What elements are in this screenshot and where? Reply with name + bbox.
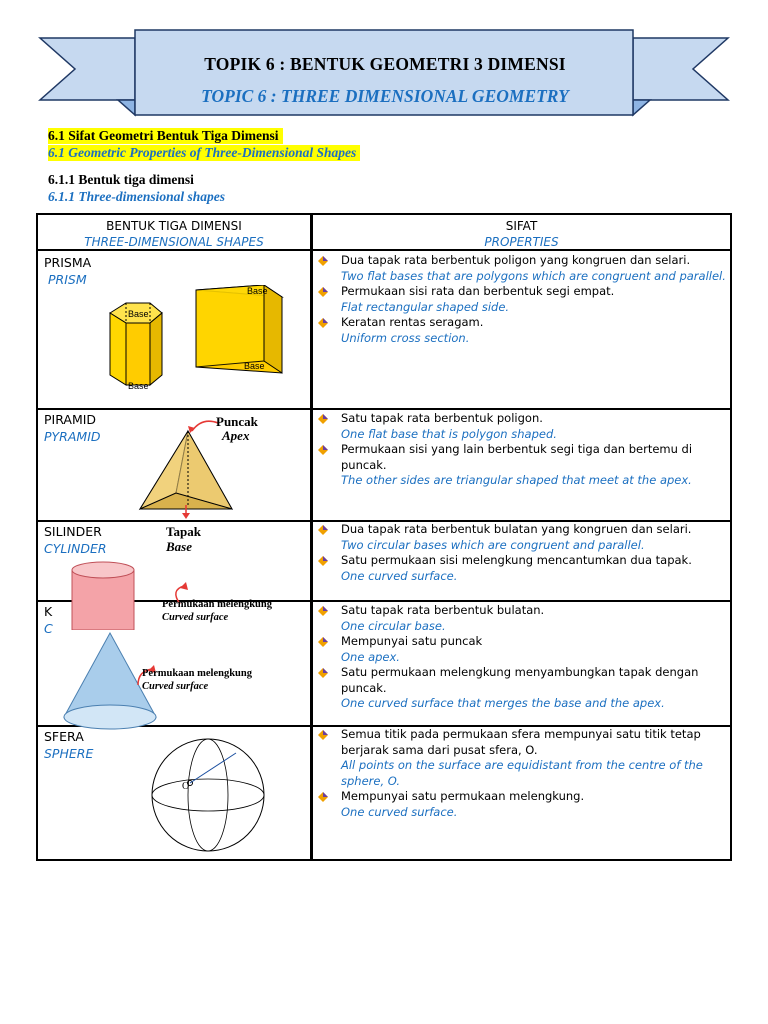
page-title-english: TOPIC 6 : THREE DIMENSIONAL GEOMETRY	[201, 86, 569, 106]
bullet-icon	[318, 730, 328, 740]
property-english: One circular base.	[341, 618, 446, 633]
property-english: Two flat bases that are polygons which are congruent and parallel.	[341, 268, 726, 283]
curved-surface-label-ms: Permukaan melengkung	[162, 599, 272, 610]
prism-figure	[104, 285, 294, 395]
shape-name-pyramid: PIRAMID PYRAMID	[44, 412, 101, 444]
shape-name-sphere: SFERA SPHERE	[44, 729, 94, 761]
property-item: Mempunyai satu puncak	[316, 634, 726, 650]
bullet-icon	[318, 556, 328, 566]
property-item: Permukaan sisi rata dan berbentuk segi empat.	[316, 284, 726, 300]
bullet-icon	[318, 637, 328, 647]
bullet-icon	[318, 668, 328, 678]
base-label: Base	[244, 361, 265, 371]
property-english: One curved surface that merges the base and the apex.	[341, 696, 665, 710]
property-english: One apex.	[341, 649, 400, 664]
shapes-table	[36, 213, 732, 861]
centre-label: O	[182, 781, 190, 792]
bullet-icon	[318, 792, 328, 802]
property-english: All points on the surface are equidistant from the centre of the sphere, O.	[341, 758, 703, 788]
properties-cone	[316, 603, 726, 712]
apex-label-en: Apex	[222, 428, 250, 443]
curved-surface-label-en: Curved surface	[142, 681, 209, 692]
subsection-heading: 6.1.1 Bentuk tiga dimensi	[48, 172, 194, 187]
subsection-heading-english: 6.1.1 Three-dimensional shapes	[48, 189, 226, 204]
property-english: One curved surface.	[341, 568, 458, 583]
property-item: Satu permukaan melengkung menyambungkan tapak dengan puncak.	[316, 665, 726, 696]
page-title: TOPIK 6 : BENTUK GEOMETRI 3 DIMENSI	[204, 54, 566, 74]
base-label: Base	[247, 286, 268, 296]
section-heading: 6.1 Sifat Geometri Bentuk Tiga Dimensi	[48, 128, 283, 144]
property-item: Dua tapak rata berbentuk poligon yang kongruen dan selari.	[316, 253, 726, 269]
bullet-icon	[318, 606, 328, 616]
base-label-ms: Tapak	[166, 524, 201, 539]
property-item: Satu permukaan sisi melengkung mencantumkan dua tapak.	[316, 553, 726, 569]
base-label: Base	[128, 309, 149, 319]
property-item: Keratan rentas seragam.	[316, 315, 726, 331]
property-item: Permukaan sisi yang lain berbentuk segi tiga dan bertemu di puncak.	[316, 442, 726, 473]
property-english: Uniform cross section.	[341, 330, 470, 345]
bullet-icon	[318, 445, 328, 455]
bullet-icon	[318, 256, 328, 266]
column-header-properties	[313, 218, 730, 250]
property-english: The other sides are triangular shaped that meet at the apex.	[341, 473, 692, 487]
properties-sphere	[316, 727, 726, 820]
header-label: SIFAT	[505, 219, 538, 233]
properties-cylinder	[316, 522, 726, 584]
property-item: Dua tapak rata berbentuk bulatan yang kongruen dan selari.	[316, 522, 726, 538]
property-english: One curved surface.	[341, 804, 458, 819]
bullet-icon	[318, 525, 328, 535]
base-label-en: Base	[166, 539, 192, 554]
property-item: Satu tapak rata berbentuk bulatan.	[316, 603, 726, 619]
property-english: Flat rectangular shaped side.	[341, 299, 510, 314]
row-divider	[38, 408, 730, 410]
header-label-english: THREE-DIMENSIONAL SHAPES	[84, 235, 264, 249]
base-label: Base	[128, 381, 149, 391]
properties-prism	[316, 253, 726, 346]
property-english: Two circular bases which are congruent and parallel.	[341, 537, 645, 552]
header-label-english: PROPERTIES	[484, 235, 559, 249]
shape-name-prism: PRISMA PRISM	[44, 255, 92, 287]
column-header-shapes	[38, 218, 310, 250]
property-english: One flat base that is polygon shaped.	[341, 426, 557, 441]
section-heading-english: 6.1 Geometric Properties of Three-Dimensional Shapes	[48, 145, 360, 161]
property-item: Satu tapak rata berbentuk poligon.	[316, 411, 726, 427]
property-item: Semua titik pada permukaan sfera mempunyai satu titik tetap berjarak sama dari pusat sfera, O.	[316, 727, 726, 758]
properties-pyramid	[316, 411, 726, 489]
bullet-icon	[318, 414, 328, 424]
curved-surface-label-ms: Permukaan melengkung	[142, 668, 252, 679]
property-item: Mempunyai satu permukaan melengkung.	[316, 789, 726, 805]
shape-name-cone: K C	[44, 604, 53, 636]
bullet-icon	[318, 287, 328, 297]
header-label: BENTUK TIGA DIMENSI	[106, 219, 242, 233]
bullet-icon	[318, 318, 328, 328]
curved-surface-label-en: Curved surface	[162, 612, 229, 623]
apex-label-ms: Puncak	[216, 414, 258, 429]
column-divider	[310, 215, 313, 859]
shape-name-cylinder: SILINDER CYLINDER	[44, 524, 107, 556]
sphere-figure	[138, 735, 278, 855]
